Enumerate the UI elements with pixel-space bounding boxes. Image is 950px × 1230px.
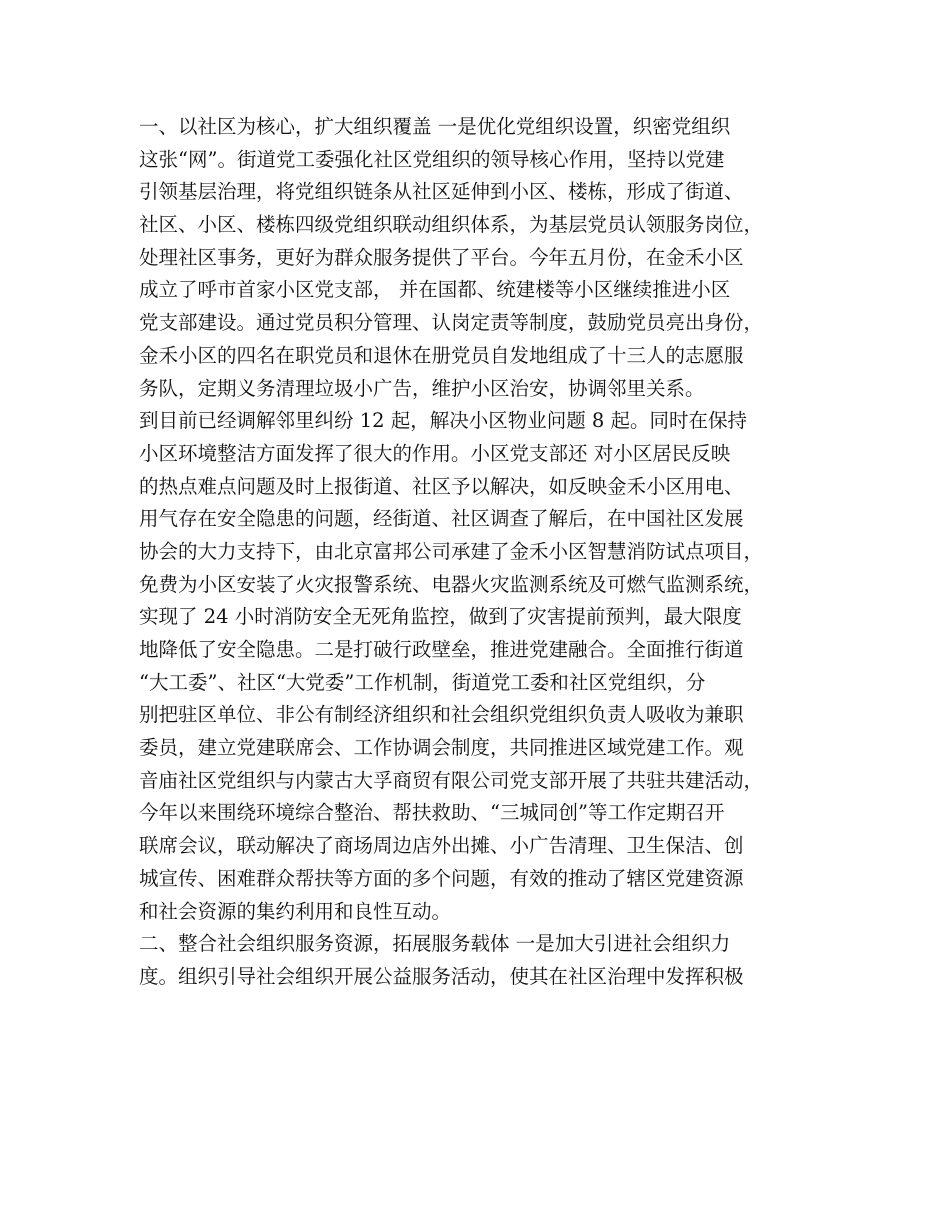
text-line: 到目前已经调解邻里纠纷 12 起，解决小区物业问题 8 起。同时在保持 [139, 409, 748, 433]
text-line: 协会的大力支持下，由北京富邦公司承建了金禾小区智慧消防试点项目， [139, 539, 764, 563]
text-line: 实现了 24 小时消防安全无死角监控，做到了灾害提前预判，最大限度 [139, 605, 742, 629]
text-line: 今年以来围绕环境综合整治、帮扶救助、“三城同创”等工作定期召开 [139, 801, 725, 825]
text-line: 用气存在安全隐患的问题，经街道、社区调查了解后，在中国社区发展 [139, 507, 744, 531]
text-line: 度。组织引导社会组织开展公益服务活动，使其在社区治理中发挥积极 [139, 964, 744, 988]
document-body [139, 111, 819, 994]
text-line: 金禾小区的四名在职党员和退休在册党员自发地组成了十三人的志愿服 [139, 343, 744, 367]
text-line: 社区、小区、楼栋四级党组织联动组织体系，为基层党员认领服务岗位， [139, 213, 764, 237]
text-line: 成立了呼市首家小区党支部， 并在国都、统建楼等小区继续推进小区 [139, 278, 731, 302]
text-line: 这张“网”。街道党工委强化社区党组织的领导核心作用，坚持以党建 [139, 147, 725, 171]
text-line: 别把驻区单位、非公有制经济组织和社会组织党组织负责人吸收为兼职 [139, 703, 744, 727]
text-line: 二、整合社会组织服务资源，拓展服务载体 一是加大引进社会组织力 [139, 932, 731, 956]
text-line: 和社会资源的集约利用和良性互动。 [139, 899, 452, 923]
text-line: 一、以社区为核心，扩大组织覆盖 一是优化党组织设置，织密党组织 [139, 115, 731, 138]
text-line: 小区环境整洁方面发挥了很大的作用。小区党支部还 对小区居民反映 [139, 441, 731, 465]
text-line: 的热点难点问题及时上报街道、社区予以解决，如反映金禾小区用电、 [139, 474, 744, 498]
text-line: 党支部建设。通过党员积分管理、认岗定责等制度，鼓励党员亮出身份， [139, 311, 764, 335]
text-line: 城宣传、困难群众帮扶等方面的多个问题，有效的推动了辖区党建资源 [139, 866, 744, 890]
text-line: 处理社区事务，更好为群众服务提供了平台。今年五月份，在金禾小区 [139, 245, 744, 269]
text-line: 引领基层治理，将党组织链条从社区延伸到小区、楼栋，形成了街道、 [139, 180, 744, 204]
text-line: 音庙社区党组织与内蒙古大孚商贸有限公司党支部开展了共驻共建活动， [139, 768, 764, 792]
text-line: 务队，定期义务清理垃圾小广告，维护小区治安，协调邻里关系。 [139, 376, 705, 400]
text-line: 联席会议，联动解决了商场周边店外出摊、小广告清理、卫生保洁、创 [139, 834, 744, 858]
text-line: 委员，建立党建联席会、工作协调会制度，共同推进区域党建工作。观 [139, 736, 744, 760]
text-line: 地降低了安全隐患。二是打破行政壁垒，推进党建融合。全面推行街道 [139, 638, 744, 661]
text-line: “大工委”、社区“大党委”工作机制，街道党工委和社区党组织，分 [139, 670, 706, 694]
text-line: 免费为小区安装了火灾报警系统、电器火灾监测系统及可燃气监测系统， [139, 572, 764, 596]
